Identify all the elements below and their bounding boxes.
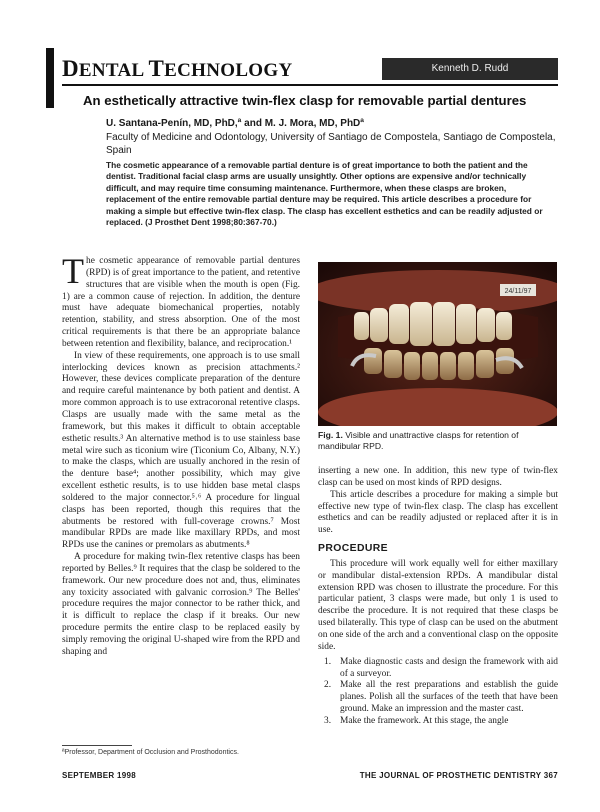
section-title: DENTAL TECHNOLOGY: [62, 56, 293, 81]
mouth-photo-illustration: [318, 262, 557, 426]
procedure-step: 1. Make diagnostic casts and design the framework with aid of a surveyor.: [324, 656, 558, 679]
section-side-bar: [46, 48, 54, 108]
drop-cap: T: [62, 251, 84, 291]
paragraph: A procedure for making twin-flex retentive clasps has been reported by Belles.⁹ It requires that the clasp be soldered to the framework. Our new procedure does not and, thus, eliminates any toxicity associated with galvanic corrosion.⁹ The Belles' procedure requires the major connector to be rather thick, and it is difficult to replace the clasp if it breaks. Our new procedure permits the entire clasp to be replaced easily by simply removing the original U-shaped wire from the RPD and shaping and: [62, 552, 300, 657]
right-column: [318, 466, 558, 728]
footnote: ªProfessor, Department of Occlusion and Prosthodontics.: [62, 749, 239, 756]
paragraph: This article describes a procedure for making a simple but effective new type of twin-flex clasp. The clasp has excellent esthetics and can be readily adjusted or replaced after it is in use.: [318, 489, 558, 536]
procedure-step: 2. Make all the rest preparations and establish the guide planes. Polish all the surfaces of the teeth that have been ground. Make an impression and the master cast.: [324, 680, 558, 715]
paragraph: This procedure will work equally well for either maxillary or mandibular distal-extension RPDs. A mandibular distal extension RPD was chosen to illustrate the procedure. For this particular patient, 3 clasps were made, but only 1 is used to describe the procedure. It is not required that these clasps be used bilaterally. This type of clasp can be used on the abutment on one side of the arch and a conventional clasp on the opposite side.: [318, 558, 558, 652]
article-authors: U. Santana-Penín, MD, PhD,ª and M. J. Mora, MD, PhDª: [106, 118, 364, 129]
paragraph: In view of these requirements, one approach is to use small interlocking devices known as precision attachments.² However, these devices complicate preparation of the denture and require careful maintenance by both patient and dentist. A more common approach is to use extracoronal retentive clasps. Clasps are usually made with the same metal as the framework, but this makes it difficult to obtain acceptable esthetic results.³ An alternative method is to use stainless base metal wire such as ticonium wire (Ticonium Co, Albany, N.Y.) to make the clasps, which are usually anchored in the resin of the denture base⁴; another possibility, which may give excellent esthetic results, is to use hidden base metal clasps soldered to the major connector.⁵˒⁶ A procedure for lingual clasps has been reported, though this requires that the abutments be restored with full-coverage crowns.⁷ Most mandibular RPDs are made like maxillary RPDs, and most RPDs use the canines or premolars as abutments.⁸: [62, 350, 300, 551]
section-editor-box: Kenneth D. Rudd: [382, 58, 558, 80]
section-heading-procedure: PROCEDURE: [318, 543, 388, 555]
article-affiliation: Faculty of Medicine and Odontology, University of Santiago de Compostela, Santiago de Compostela, Spain: [106, 132, 556, 156]
article-abstract: The cosmetic appearance of a removable partial denture is of great importance to both the patient and the dentist. Traditional facial clasp arms are usually unsightly. Other options are expensive and/or technically difficult, and may require time consuming maintenance. Furthermore, when these clasps are broken, replacement of the entire removable partial denture may be required. This article describes a procedure for making a simple but effective twin-flex clasp. The clasp has excellent esthetics and can be readily adjusted or replaced. (J Prosthet Dent 1998;80:367-70.): [106, 160, 543, 228]
intro-paragraph: The cosmetic appearance of removable partial dentures (RPD) is of great importance to the patient, and retentive structures that are visible when the mouth is open (Fig. 1) are a common cause of rejection. In addition, the denture must have adequate biomechanical properties, notably retention, stability, and stress absorption. One of the most critical requirements is that there be an appropriate balance between retention and flexibility, balance, and reciprocation.¹: [62, 251, 300, 349]
procedure-steps: [318, 657, 558, 728]
photo-date-tag: 24/11/97: [504, 288, 532, 295]
figure-1-photo: [318, 262, 557, 426]
left-column: [62, 251, 300, 659]
figure-caption: Fig. 1. Visible and unattractive clasps for retention of mandibular RPD.: [318, 430, 519, 451]
footnote-rule: [62, 745, 132, 746]
paragraph: inserting a new one. In addition, this new type of twin-flex clasp can be used on most kinds of RPD designs.: [318, 466, 558, 488]
footer-journal-page: THE JOURNAL OF PROSTHETIC DENTISTRY 367: [359, 771, 558, 780]
header-rule: [62, 84, 558, 86]
procedure-step: 3. Make the framework. At this stage, the angle: [324, 715, 509, 726]
upper-teeth: [354, 302, 512, 346]
footer-date: SEPTEMBER 1998: [62, 771, 137, 780]
article-title: An esthetically attractive twin-flex clasp for removable partial dentures: [83, 93, 527, 108]
